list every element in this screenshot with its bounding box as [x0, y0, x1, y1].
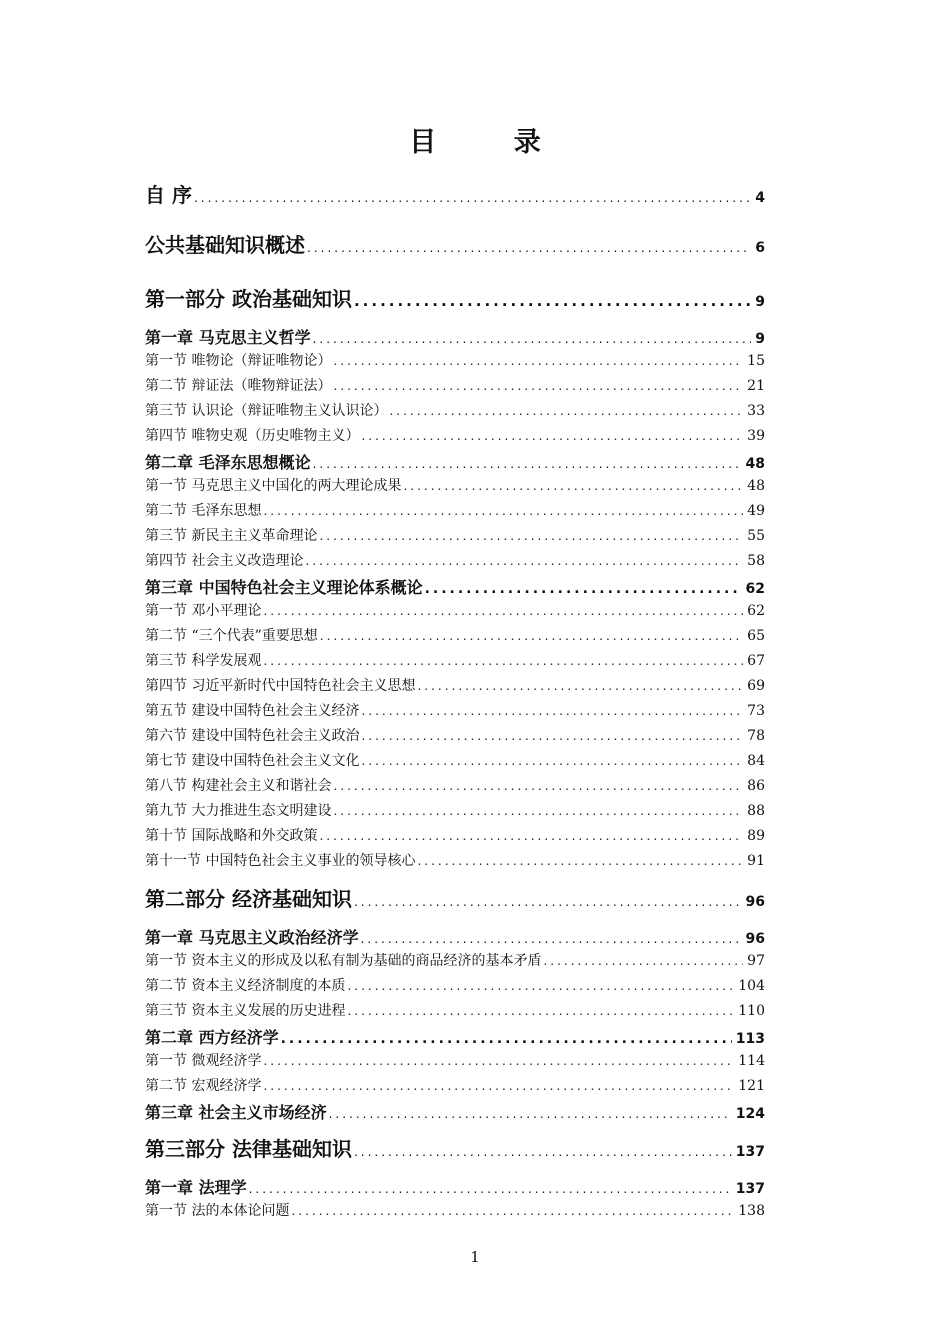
- toc-section[interactable]: [145, 675, 765, 700]
- toc-page-number: 138: [738, 1203, 765, 1219]
- toc-label: 第三节 新民主主义革命理论: [145, 528, 318, 544]
- toc-page-number: 97: [747, 953, 765, 969]
- toc-section[interactable]: [145, 775, 765, 800]
- toc-label: 第六节 建设中国特色社会主义政治: [145, 728, 360, 744]
- toc-page-number: 78: [747, 728, 765, 744]
- toc-page-number: 39: [747, 428, 765, 444]
- toc-label: 第十一节 中国特色社会主义事业的领导核心: [145, 853, 416, 869]
- toc-page-number: 4: [755, 190, 765, 206]
- toc-page-number: 6: [755, 240, 765, 256]
- toc-label: 第四节 习近平新时代中国特色社会主义思想: [145, 678, 416, 694]
- leader-dots: [281, 1031, 732, 1047]
- leader-dots: [347, 1004, 734, 1018]
- toc-page-number: 86: [747, 778, 765, 794]
- leader-dots: [361, 932, 742, 946]
- toc-label: 第二节 “三个代表”重要思想: [145, 628, 318, 644]
- toc-label: 第九节 大力推进生态文明建设: [145, 803, 332, 819]
- leader-dots: [249, 1182, 732, 1196]
- toc-page-number: 88: [747, 803, 765, 819]
- leader-dots: [333, 779, 743, 793]
- toc-label: 第四节 社会主义改造理论: [145, 553, 304, 569]
- leader-dots: [361, 429, 743, 443]
- leader-dots: [354, 1145, 732, 1159]
- leader-dots: [333, 804, 743, 818]
- toc-part-2[interactable]: [145, 875, 765, 925]
- toc-section[interactable]: [145, 400, 765, 425]
- toc-label: 第三节 科学发展观: [145, 653, 262, 669]
- table-of-contents: [145, 175, 765, 1225]
- leader-dots: [263, 1054, 734, 1068]
- toc-label: 第二节 资本主义经济制度的本质: [145, 978, 346, 994]
- leader-dots: [263, 1079, 734, 1093]
- toc-page-number: 84: [747, 753, 765, 769]
- leader-dots: [389, 404, 743, 418]
- leader-dots: [347, 979, 734, 993]
- toc-label: 第一节 马克思主义中国化的两大理论成果: [145, 478, 402, 494]
- toc-chapter[interactable]: [145, 1025, 765, 1050]
- toc-page-number: 48: [745, 456, 765, 472]
- toc-label: 自 序: [145, 183, 192, 207]
- toc-entry-overview[interactable]: [145, 225, 765, 275]
- leader-dots: [361, 729, 743, 743]
- toc-label: 第七节 建设中国特色社会主义文化: [145, 753, 360, 769]
- leader-dots: [354, 895, 742, 909]
- toc-label: 第一节 法的本体论问题: [145, 1203, 290, 1219]
- toc-page-number: 96: [745, 931, 765, 947]
- toc-label: 第二章 西方经济学: [145, 1028, 279, 1047]
- toc-label: 第一章 法理学: [145, 1178, 247, 1197]
- leader-dots: [313, 457, 742, 471]
- toc-page-number: 65: [747, 628, 765, 644]
- leader-dots: [361, 754, 743, 768]
- leader-dots: [313, 332, 752, 346]
- leader-dots: [263, 604, 743, 618]
- leader-dots: [333, 354, 743, 368]
- toc-label: 第三节 认识论（辩证唯物主义认识论）: [145, 403, 388, 419]
- toc-chapter[interactable]: [145, 325, 765, 350]
- toc-page-number: 48: [747, 478, 765, 494]
- leader-dots: [354, 292, 751, 310]
- toc-page-number: 104: [738, 978, 765, 994]
- toc-section[interactable]: [145, 550, 765, 575]
- leader-dots: [361, 704, 743, 718]
- toc-label: 第二部分 经济基础知识: [145, 887, 352, 911]
- toc-chapter[interactable]: [145, 925, 765, 950]
- toc-page-number: 124: [735, 1106, 765, 1122]
- leader-dots: [319, 529, 743, 543]
- leader-dots: [319, 829, 743, 843]
- toc-page-number: 55: [747, 528, 765, 544]
- toc-section[interactable]: [145, 1000, 765, 1025]
- toc-title: 目 录: [409, 127, 575, 158]
- toc-part-1[interactable]: [145, 275, 765, 325]
- toc-section[interactable]: [145, 850, 765, 875]
- toc-label: 第三章 中国特色社会主义理论体系概论: [145, 578, 423, 597]
- leader-dots: [425, 581, 742, 597]
- toc-label: 第五节 建设中国特色社会主义经济: [145, 703, 360, 719]
- toc-page-number: 113: [735, 1031, 765, 1047]
- toc-section[interactable]: [145, 1050, 765, 1075]
- toc-label: 第三章 社会主义市场经济: [145, 1103, 327, 1122]
- toc-label: 第二节 宏观经济学: [145, 1078, 262, 1094]
- leader-dots: [403, 479, 743, 493]
- leader-dots: [329, 1107, 732, 1121]
- toc-page-number: 67: [747, 653, 765, 669]
- toc-page-number: 73: [747, 703, 765, 719]
- leader-dots: [263, 654, 743, 668]
- leader-dots: [417, 679, 743, 693]
- leader-dots: [194, 191, 751, 205]
- leader-dots: [307, 241, 751, 255]
- toc-section[interactable]: [145, 725, 765, 750]
- toc-label: 第一部分 政治基础知识: [145, 287, 352, 311]
- toc-page-number: 91: [747, 853, 765, 869]
- toc-label: 第一章 马克思主义政治经济学: [145, 928, 359, 947]
- toc-page-number: 58: [747, 553, 765, 569]
- toc-label: 第一节 唯物论（辩证唯物论）: [145, 353, 332, 369]
- toc-page-number: 121: [738, 1078, 765, 1094]
- toc-page-number: 137: [735, 1181, 765, 1197]
- toc-label: 第一节 邓小平理论: [145, 603, 262, 619]
- toc-chapter[interactable]: [145, 1100, 765, 1125]
- leader-dots: [291, 1204, 734, 1218]
- leader-dots: [543, 954, 743, 968]
- toc-page-number: 33: [747, 403, 765, 419]
- toc-section[interactable]: [145, 750, 765, 775]
- toc-page-number: 62: [747, 603, 765, 619]
- toc-section[interactable]: [145, 425, 765, 450]
- page-number: 1: [470, 1248, 480, 1266]
- toc-page-number: 15: [747, 353, 765, 369]
- toc-section[interactable]: [145, 525, 765, 550]
- toc-section[interactable]: [145, 600, 765, 625]
- toc-page-number: 110: [738, 1003, 765, 1019]
- toc-page-number: 49: [747, 503, 765, 519]
- toc-label: 第三部分 法律基础知识: [145, 1137, 352, 1161]
- toc-chapter[interactable]: [145, 575, 765, 600]
- toc-section[interactable]: [145, 975, 765, 1000]
- leader-dots: [333, 379, 743, 393]
- toc-section[interactable]: [145, 1075, 765, 1100]
- leader-dots: [305, 554, 743, 568]
- toc-page-number: 62: [745, 581, 765, 597]
- toc-section[interactable]: [145, 475, 765, 500]
- toc-label: 第三节 资本主义发展的历史进程: [145, 1003, 346, 1019]
- toc-label: 第四节 唯物史观（历史唯物主义）: [145, 428, 360, 444]
- toc-label: 第二节 辩证法（唯物辩证法）: [145, 378, 332, 394]
- toc-section[interactable]: [145, 700, 765, 725]
- toc-label: 第八节 构建社会主义和谐社会: [145, 778, 332, 794]
- toc-page-number: 137: [735, 1144, 765, 1160]
- toc-entry-preface[interactable]: [145, 175, 765, 225]
- leader-dots: [417, 854, 743, 868]
- toc-label: 第一章 马克思主义哲学: [145, 328, 311, 347]
- leader-dots: [263, 504, 743, 518]
- toc-label: 第一节 微观经济学: [145, 1053, 262, 1069]
- toc-page-number: 21: [747, 378, 765, 394]
- toc-section[interactable]: [145, 500, 765, 525]
- toc-section[interactable]: [145, 800, 765, 825]
- toc-label: 第一节 资本主义的形成及以私有制为基础的商品经济的基本矛盾: [145, 953, 542, 969]
- toc-section[interactable]: [145, 950, 765, 975]
- toc-section[interactable]: [145, 350, 765, 375]
- toc-chapter[interactable]: [145, 450, 765, 475]
- toc-label: 第十节 国际战略和外交政策: [145, 828, 318, 844]
- toc-label: 第二章 毛泽东思想概论: [145, 453, 311, 472]
- leader-dots: [320, 629, 743, 643]
- toc-part-3[interactable]: [145, 1125, 765, 1175]
- toc-section[interactable]: [145, 650, 765, 675]
- toc-chapter[interactable]: [145, 1175, 765, 1200]
- toc-page-number: 89: [747, 828, 765, 844]
- toc-page-number: 96: [745, 894, 765, 910]
- toc-page-number: 9: [755, 331, 765, 347]
- toc-label: 第二节 毛泽东思想: [145, 503, 262, 519]
- toc-section[interactable]: [145, 625, 765, 650]
- toc-page-number: 114: [738, 1053, 765, 1069]
- toc-label: 公共基础知识概述: [145, 233, 305, 257]
- toc-page-number: 69: [747, 678, 765, 694]
- toc-page-number: 9: [755, 294, 765, 310]
- toc-section[interactable]: [145, 375, 765, 400]
- toc-section[interactable]: [145, 825, 765, 850]
- toc-section[interactable]: [145, 1200, 765, 1225]
